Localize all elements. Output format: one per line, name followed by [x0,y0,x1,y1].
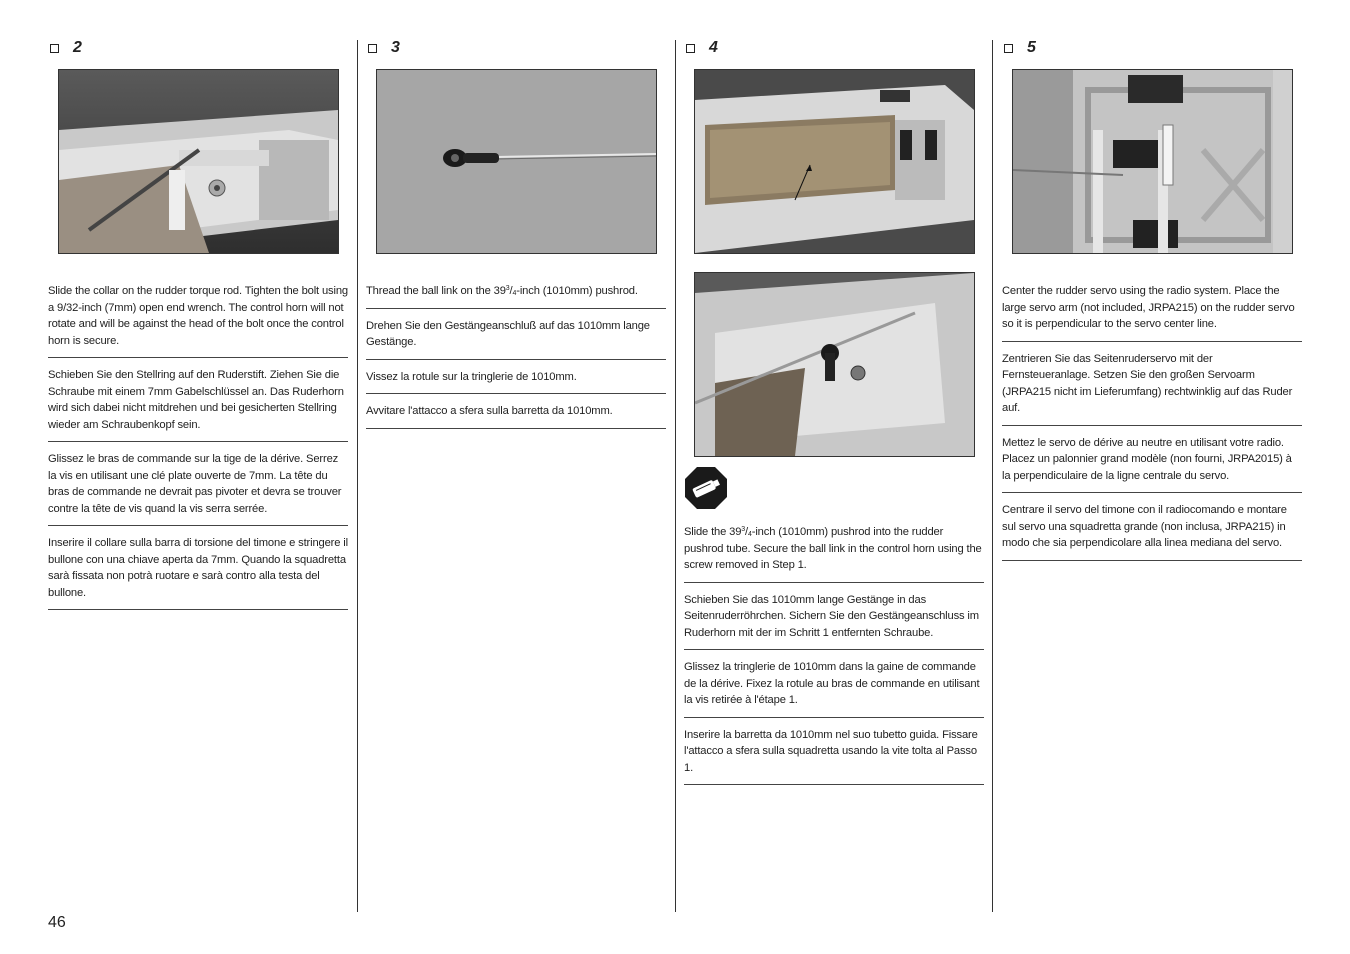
step-3-header [366,38,666,58]
step-2-german: Schieben Sie den Stellring auf den Ruderstift. Ziehen Sie die Schraube mit einem 7mm Gabelschlüssel an. Das Ruderhorn wird sich dabei nicht mitdrehen und bei gesicherten Stellring wieder am Schraubenkopf sein. [48,366,348,442]
step-3-english: Thread the ball link on the $39^3/_4$-inch (1010mm) pushrod. [366,282,666,309]
step-2-french: Glissez le bras de commande sur la tige de la dérive. Serrez la vis en utilisant une clé plate ouverte de 7mm. La tête du bras de commande ne devrait pas pivoter et devra se trouver contre la tête de vis quand la vis serra serrée. [48,450,348,526]
step-5-text [1002,282,1302,569]
step-5-english: Center the rudder servo using the radio system. Place the large servo arm (not included, JRPA215) on the rudder servo so it is perpendicular to the servo center line. [1002,282,1302,342]
step-4-french: Glissez la tringlerie de 1010mm dans la gaine de commande de la dérive. Fixez la rotule au bras de commande en utilisant la vis retirée à l'étape 1. [684,658,984,718]
step-4-text [684,523,984,793]
page-number: 46 [48,914,66,931]
photo-collar-torque-rod [58,69,339,254]
checkbox-icon[interactable] [1004,44,1013,53]
step-number: 5 [1027,39,1036,56]
step-3-german: Drehen Sie den Gestängeanschluß auf das 1010mm lange Gestänge. [366,317,666,360]
column-divider [675,40,676,912]
column-divider [357,40,358,912]
step-5-german: Zentrieren Sie das Seitenruderservo mit der Fernsteueranlage. Setzen Sie den großen Servoarm (JRPA215 nicht im Lieferumfang) rechtwinklig auf das Ruder auf. [1002,350,1302,426]
step-2-italian: Inserire il collare sulla barra di torsione del timone e stringere il bullone con una chiave aperta da 7mm. Quando la squadretta sarà fissata non potrà ruotare e sarà contro alla testa del bullone. [48,534,348,610]
photo-rudder-servo-arm [1012,69,1293,254]
column-divider [992,40,993,912]
step-5-french: Mettez le servo de dérive au neutre en utilisant votre radio. Placez un palonnier grand modèle (non fourni, JRPA2015) à la perpendiculaire de la ligne centrale du servo. [1002,434,1302,494]
checkbox-icon[interactable] [368,44,377,53]
photo-ball-link-pushrod [376,69,657,254]
step-4-italian: Inserire la barretta da 1010mm nel suo tubetto guida. Fissare l'attacco a sfera sulla squadretta usando la vite tolta al Passo 1. [684,726,984,786]
adhesive-tube-icon [684,466,728,510]
step-4-english: Slide the $39^3/_4$-inch (1010mm) pushrod into the rudder pushrod tube. Secure the ball link in the control horn using the screw removed in Step 1. [684,523,984,583]
step-3-french: Vissez la rotule sur la tringlerie de 1010mm. [366,368,666,395]
step-5-italian: Centrare il servo del timone con il radiocomando e montare sul servo una squadretta grande (non inclusa, JRPA215) in modo che sia perpendicolare alla linea mediana del servo. [1002,501,1302,561]
step-number: 2 [73,39,82,56]
checkbox-icon[interactable] [50,44,59,53]
step-3-italian: Avvitare l'attacco a sfera sulla barretta da 1010mm. [366,402,666,429]
step-4-german: Schieben Sie das 1010mm lange Gestänge in das Seitenruderröhrchen. Sichern Sie den Gestängeanschluss im Ruderhorn mit der im Schritt 1 entfernten Schraube. [684,591,984,651]
checkbox-icon[interactable] [686,44,695,53]
step-number: 4 [709,39,718,56]
step-3-text [366,282,666,437]
step-number: 3 [391,39,400,56]
photo-ball-link-control-horn [694,272,975,457]
step-2-header [48,38,348,58]
photo-pushrod-tube [694,69,975,254]
step-4-header [684,38,984,58]
step-2-english: Slide the collar on the rudder torque rod. Tighten the bolt using a 9/32-inch (7mm) open end wrench. The control horn will not rotate and will be against the head of the bolt once the control horn is secure. [48,282,348,358]
step-2-text [48,282,348,618]
step-5-header [1002,38,1302,58]
